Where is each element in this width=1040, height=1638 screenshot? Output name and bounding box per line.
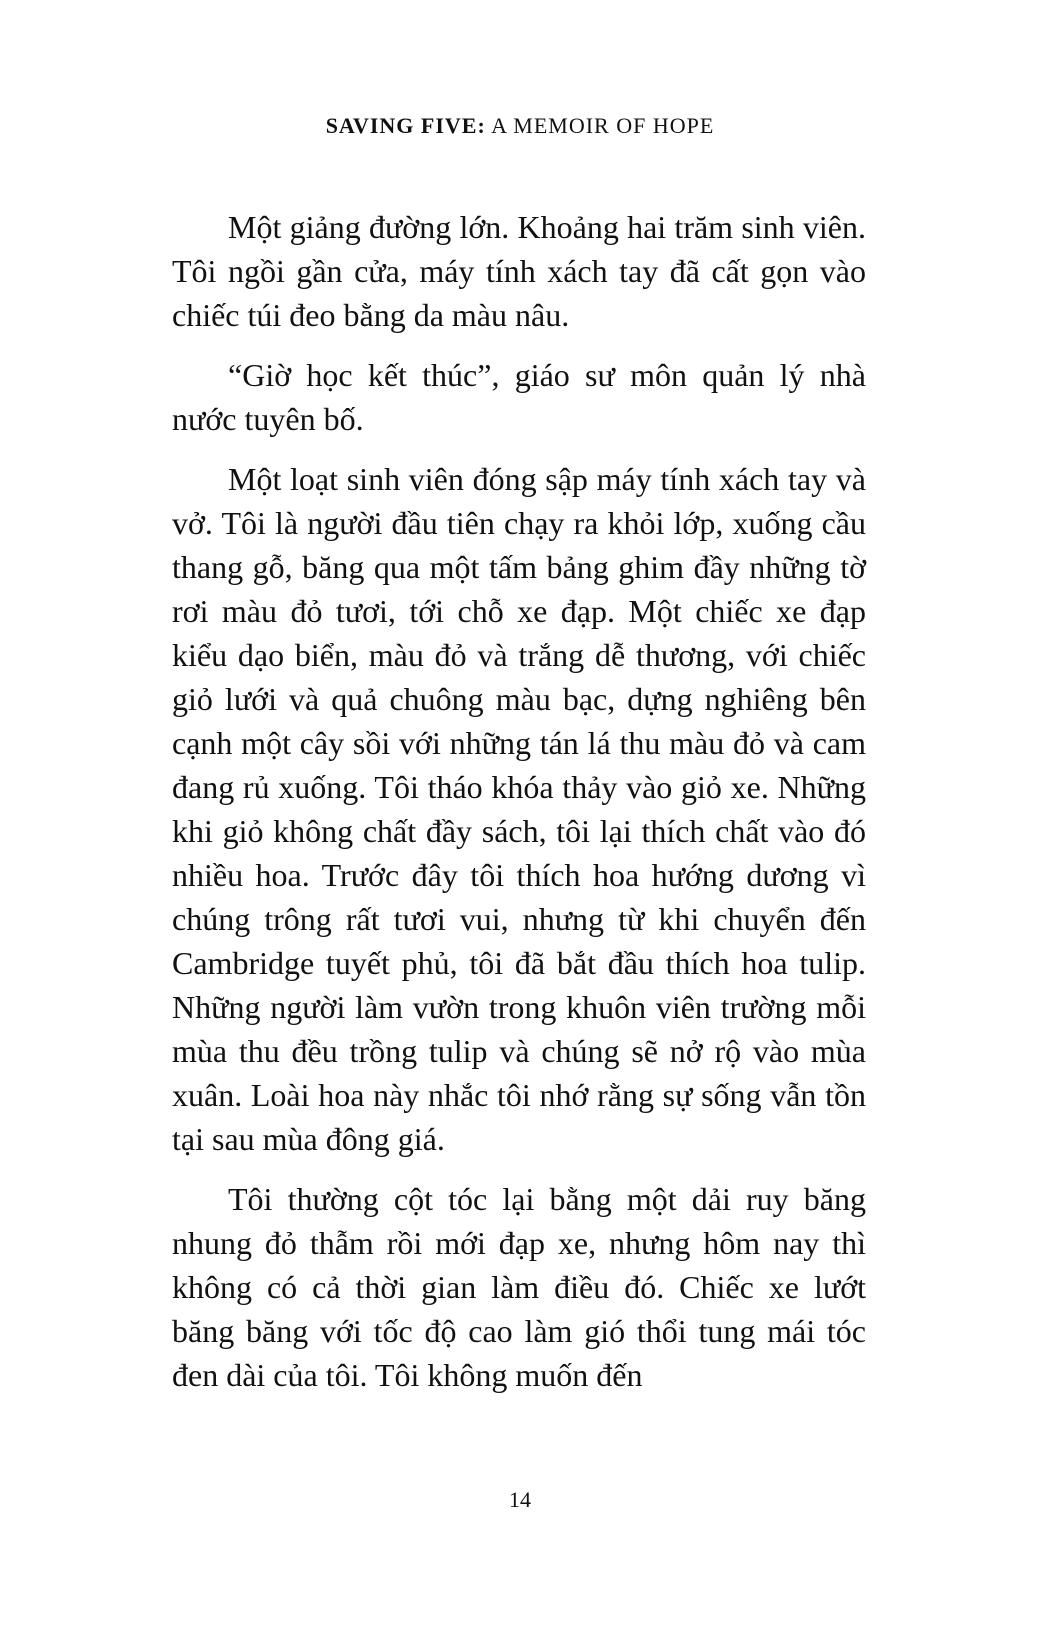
running-header (0, 112, 1040, 140)
paragraph: “Giờ học kết thúc”, giáo sư môn quản lý nhà nước tuyên bố. (172, 357, 866, 437)
body-text (172, 205, 866, 1413)
paragraph: Một loạt sinh viên đóng sập máy tính xách tay và vở. Tôi là người đầu tiên chạy ra khỏi lớp, xuống cầu thang gỗ, băng qua một tấm bảng ghim đầy những tờ rơi màu đỏ tươi, tới chỗ xe đạp. Một chiếc xe đạp kiểu dạo biển, màu đỏ và trắng dễ thương, với chiếc giỏ lưới và quả chuông màu bạc, dựng nghiêng bên cạnh một cây sồi với những tán lá thu màu đỏ và cam đang rủ xuống. Tôi tháo khóa thảy vào giỏ xe. Những khi giỏ không chất đầy sách, tôi lại thích chất vào đó nhiều hoa. Trước đây tôi thích hoa hướng dương vì chúng trông rất tươi vui, nhưng từ khi chuyển đến Cambridge tuyết phủ, tôi đã bắt đầu thích hoa tulip. Những người làm vườn trong khuôn viên trường mỗi mùa thu đều trồng tulip và chúng sẽ nở rộ vào mùa xuân. Loài hoa này nhắc tôi nhớ rằng sự sống vẫn tồn tại sau mùa đông giá. (172, 461, 866, 1157)
page-number: 14 (509, 1487, 531, 1512)
paragraph: Một giảng đường lớn. Khoảng hai trăm sinh viên. Tôi ngồi gần cửa, máy tính xách tay đã cất gọn vào chiếc túi đeo bằng da màu nâu. (172, 209, 866, 333)
paragraph: Tôi thường cột tóc lại bằng một dải ruy băng nhung đỏ thẫm rồi mới đạp xe, nhưng hôm nay thì không có cả thời gian làm điều đó. Chiếc xe lướt băng băng với tốc độ cao làm gió thổi tung mái tóc đen dài của tôi. Tôi không muốn đến (172, 1181, 866, 1393)
book-title-rest: A MEMOIR OF HOPE (485, 113, 715, 138)
book-title-strong: SAVING FIVE: (325, 113, 486, 138)
